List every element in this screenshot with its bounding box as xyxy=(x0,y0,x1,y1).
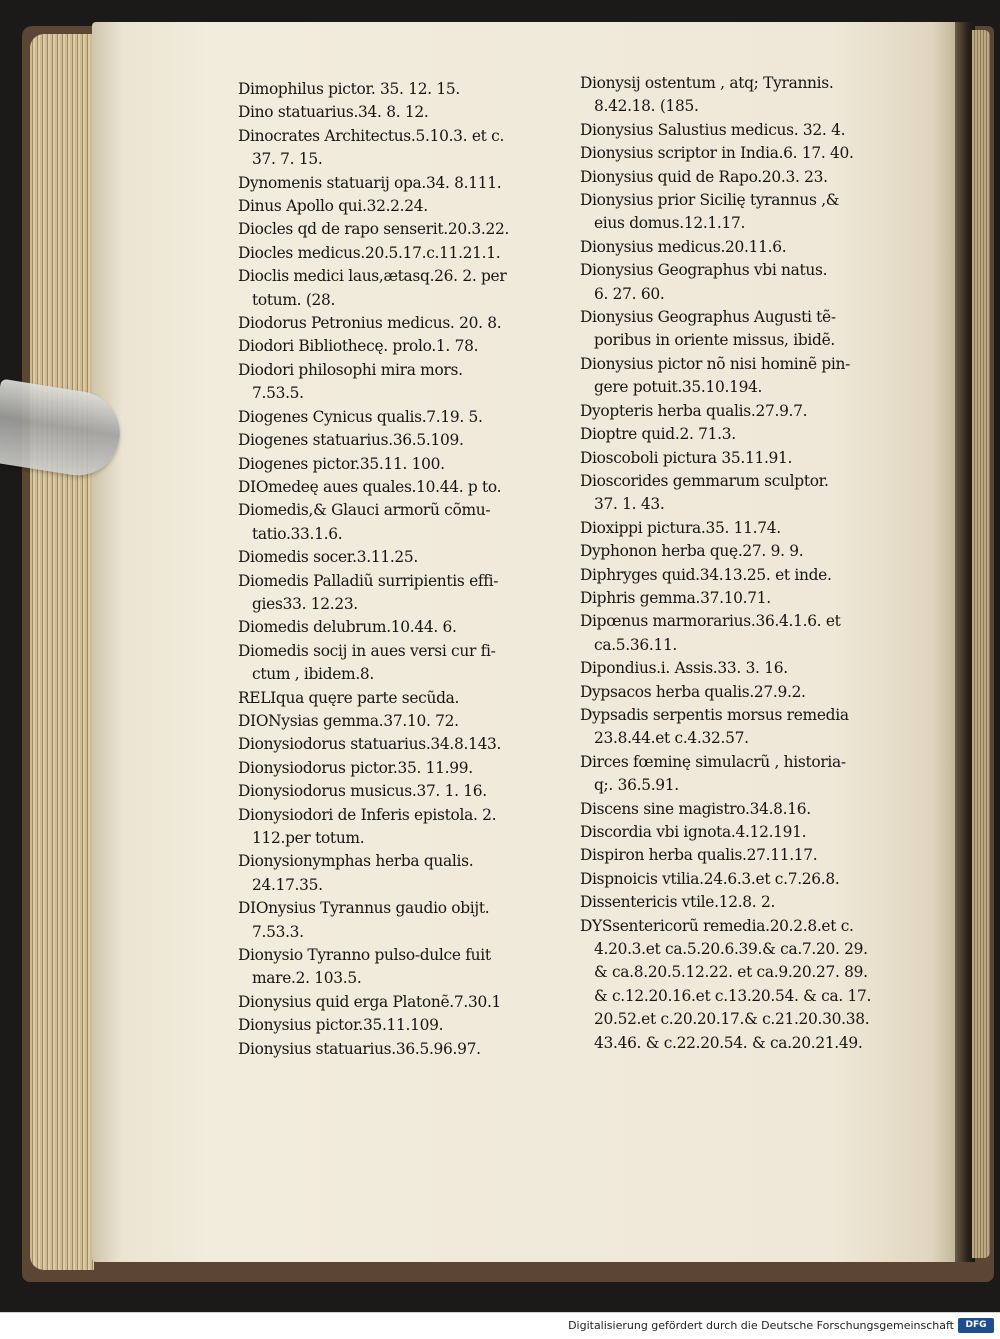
index-entry-line: Dionysius pictor.35.11.109. xyxy=(238,1016,444,1035)
index-entry xyxy=(580,891,910,914)
index-entry-line: Diomedis,& Glauci armorũ cõmu- xyxy=(238,501,491,520)
index-entry xyxy=(238,991,578,1014)
dfg-logo: DFG xyxy=(958,1318,994,1333)
index-entry-line: RELIqua quęre parte secũda. xyxy=(238,688,460,707)
index-entry-line: Dioxippi pictura.35. 11.74. xyxy=(580,518,781,537)
index-entry xyxy=(238,616,578,639)
index-entry-line: Dionysius statuarius.36.5.96.97. xyxy=(238,1039,481,1058)
index-entry xyxy=(580,72,910,119)
index-entry xyxy=(238,265,578,312)
index-entry-line: Diomedis Palladiũ surripientis effi- xyxy=(238,571,499,590)
facing-page-edge xyxy=(972,30,990,1258)
index-entry-line: Dionysiodorus pictor.35. 11.99. xyxy=(238,758,473,777)
index-entry-continuation: & c.12.20.16.et c.13.20.54. & ca. 17. xyxy=(594,986,872,1005)
index-entry xyxy=(580,259,910,306)
index-entry-continuation: 4.20.3.et ca.5.20.6.39.& ca.7.20. 29. xyxy=(594,940,868,959)
index-entry-continuation: 23.8.44.et c.4.32.57. xyxy=(594,729,749,748)
index-entry xyxy=(580,447,910,470)
index-entry xyxy=(580,844,910,867)
index-entry-line: Diphryges quid.34.13.25. et inde. xyxy=(580,565,832,584)
index-entry-continuation: eius domus.12.1.17. xyxy=(594,214,746,233)
index-entry xyxy=(238,780,578,803)
index-entry-line: Dyopteris herba qualis.27.9.7. xyxy=(580,401,808,420)
index-column-right xyxy=(580,72,910,1055)
index-entry xyxy=(580,704,910,751)
index-entry-continuation: ca.5.36.11. xyxy=(594,635,678,654)
index-entry-line: Dypsacos herba qualis.27.9.2. xyxy=(580,682,806,701)
index-entry-continuation: q;. 36.5.91. xyxy=(594,776,679,795)
index-entry xyxy=(238,453,578,476)
index-entry-line: Dionysius Geographus vbi natus. xyxy=(580,261,828,280)
index-entry-line: Dimophilus pictor. 35. 12. 15. xyxy=(238,80,460,98)
index-entry-line: Dionysionymphas herba qualis. xyxy=(238,852,474,871)
index-entry-continuation: 20.52.et c.20.20.17.& c.21.20.30.38. xyxy=(594,1010,870,1029)
index-entry-line: Dionysius scriptor in India.6. 17. 40. xyxy=(580,144,854,163)
index-entry-line: Diogenes Cynicus qualis.7.19. 5. xyxy=(238,407,483,426)
index-entry-line: Diodori philosophi mira mors. xyxy=(238,360,463,379)
index-entry-continuation: 6. 27. 60. xyxy=(594,284,665,303)
index-entry-continuation: tatio.33.1.6. xyxy=(252,524,343,543)
index-entry-line: Diodorus Petronius medicus. 20. 8. xyxy=(238,314,502,333)
index-entry xyxy=(238,335,578,358)
index-entry-line: Dirces fœminę simulacrũ , historia- xyxy=(580,752,846,771)
index-entry xyxy=(580,821,910,844)
index-entry-line: Diocles medicus.20.5.17.c.11.21.1. xyxy=(238,243,501,262)
index-entry xyxy=(238,944,578,991)
index-entry-line: Diodori Bibliothecę. prolo.1. 78. xyxy=(238,337,479,356)
index-entry xyxy=(238,570,578,617)
index-entry-line: Dionysius prior Sicilię tyrannus ,& xyxy=(580,191,840,210)
index-entry xyxy=(238,710,578,733)
index-entry xyxy=(580,306,910,353)
index-entry-line: Dionysius Salustius medicus. 32. 4. xyxy=(580,120,846,139)
index-entry-line: DIOnysius Tyrannus gaudio obijt. xyxy=(238,899,490,918)
index-entry-continuation: totum. (28. xyxy=(252,290,336,309)
index-entry-line: Dinocrates Architectus.5.10.3. et c. xyxy=(238,126,505,145)
index-entry-line: Dionysio Tyranno pulso-dulce fuit xyxy=(238,946,491,965)
index-entry xyxy=(580,119,910,142)
index-entry xyxy=(580,236,910,259)
index-entry-line: Discordia vbi ignota.4.12.191. xyxy=(580,823,807,841)
index-entry xyxy=(238,546,578,569)
index-entry-line: Diomedis delubrum.10.44. 6. xyxy=(238,618,457,637)
footer-credit: Digitalisierung gefördert durch die Deutsche Forschungsgemeinschaft xyxy=(568,1319,954,1332)
index-entry-line: Dionysius quid erga Platonẽ.7.30.1 xyxy=(238,992,502,1011)
index-entry-line: Dypsadis serpentis morsus remedia xyxy=(580,705,849,724)
index-entry-line: Dioscorides gemmarum sculptor. xyxy=(580,471,829,490)
index-entry xyxy=(238,1038,578,1061)
index-entry xyxy=(238,733,578,756)
index-entry xyxy=(238,476,578,499)
index-entry xyxy=(238,195,578,218)
index-entry-line: Dispnoicis vtilia.24.6.3.et c.7.26.8. xyxy=(580,869,840,888)
index-entry xyxy=(580,681,910,704)
index-entry xyxy=(238,897,578,944)
index-entry-line: Dionysiodorus musicus.37. 1. 16. xyxy=(238,782,487,801)
index-entry xyxy=(238,78,578,101)
index-entry-line: Dionysiodorus statuarius.34.8.143. xyxy=(238,735,502,754)
index-entry-continuation: 24.17.35. xyxy=(252,875,323,894)
index-entry xyxy=(238,804,578,851)
index-entry-line: Dionysius quid de Rapo.20.3. 23. xyxy=(580,167,828,186)
index-entry-continuation: ctum , ibidem.8. xyxy=(252,665,375,684)
index-entry-continuation: 37. 1. 43. xyxy=(594,495,665,514)
index-entry xyxy=(580,587,910,610)
index-entry-continuation: mare.2. 103.5. xyxy=(252,969,362,988)
index-entry-line: Dino statuarius.34. 8. 12. xyxy=(238,103,429,122)
index-entry xyxy=(238,429,578,452)
index-entry-continuation: 37. 7. 15. xyxy=(252,150,323,169)
index-entry xyxy=(238,218,578,241)
index-entry xyxy=(580,423,910,446)
index-entry-line: Diomedis socer.3.11.25. xyxy=(238,548,418,567)
index-entry-line: Dissentericis vtile.12.8. 2. xyxy=(580,893,776,912)
index-entry xyxy=(238,499,578,546)
index-entry xyxy=(238,640,578,687)
index-entry xyxy=(580,610,910,657)
index-entry xyxy=(238,242,578,265)
index-entry-line: Dyphonon herba quę.27. 9. 9. xyxy=(580,542,804,561)
index-entry xyxy=(580,400,910,423)
index-entry xyxy=(238,687,578,710)
index-entry xyxy=(580,540,910,563)
index-entry-line: Diocles qd de rapo senserit.20.3.22. xyxy=(238,220,510,239)
index-entry-line: Dionysius Geographus Augusti tẽ- xyxy=(580,308,836,327)
index-entry xyxy=(238,172,578,195)
index-entry xyxy=(580,564,910,587)
index-entry xyxy=(580,751,910,798)
index-entry-line: Dionysij ostentum , atq; Tyrannis. xyxy=(580,74,834,92)
index-entry-continuation: & ca.8.20.5.12.22. et ca.9.20.27. 89. xyxy=(594,963,868,982)
index-entry-continuation: gere potuit.35.10.194. xyxy=(594,378,763,397)
index-entry-line: Diphris gemma.37.10.71. xyxy=(580,588,771,607)
index-entry-continuation: 8.42.18. (185. xyxy=(594,97,699,116)
index-entry xyxy=(238,101,578,124)
index-entry xyxy=(580,868,910,891)
index-entry-line: Dioptre quid.2. 71.3. xyxy=(580,425,736,444)
index-entry-line: DIONysias gemma.37.10. 72. xyxy=(238,711,459,730)
index-entry xyxy=(580,142,910,165)
index-entry-line: Discens sine magistro.34.8.16. xyxy=(580,799,811,818)
digitization-footer xyxy=(0,1312,1000,1339)
index-entry-line: Diogenes statuarius.36.5.109. xyxy=(238,431,464,450)
index-entry-line: Dinus Apollo qui.32.2.24. xyxy=(238,197,428,216)
index-entry-line: Dipondius.i. Assis.33. 3. 16. xyxy=(580,659,788,678)
index-entry-line: Dispiron herba qualis.27.11.17. xyxy=(580,846,818,865)
index-entry-line: Dioscoboli pictura 35.11.91. xyxy=(580,448,793,467)
index-entry xyxy=(238,359,578,406)
index-entry xyxy=(238,125,578,172)
index-entry-continuation: 7.53.3. xyxy=(252,922,304,941)
index-entry xyxy=(580,353,910,400)
index-entry xyxy=(580,470,910,517)
index-entry-continuation: poribus in oriente missus, ibidẽ. xyxy=(594,331,835,350)
index-entry-line: Dioclis medici laus,ætasq.26. 2. per xyxy=(238,267,507,286)
index-entry xyxy=(238,312,578,335)
index-entry xyxy=(238,850,578,897)
index-entry xyxy=(238,757,578,780)
index-entry xyxy=(580,517,910,540)
index-entry-line: DIOmedeę aues quales.10.44. p to. xyxy=(238,477,502,496)
page-edges xyxy=(30,34,94,1270)
index-entry-line: Dionysius medicus.20.11.6. xyxy=(580,237,787,256)
index-entry-line: Dynomenis statuarij opa.34. 8.111. xyxy=(238,173,502,192)
index-entry xyxy=(238,1014,578,1037)
index-entry-line: Diomedis socij in aues versi cur fi- xyxy=(238,641,496,660)
index-entry-continuation: 43.46. & c.22.20.54. & ca.20.21.49. xyxy=(594,1033,863,1052)
index-entry-line: Diogenes pictor.35.11. 100. xyxy=(238,454,445,473)
index-entry xyxy=(580,915,910,1055)
index-entry-continuation: gies33. 12.23. xyxy=(252,594,358,613)
index-entry-line: Dipœnus marmorarius.36.4.1.6. et xyxy=(580,612,841,631)
index-entry xyxy=(238,406,578,429)
index-entry-line: Dionysiodori de Inferis epistola. 2. xyxy=(238,805,497,824)
index-entry xyxy=(580,798,910,821)
index-entry-line: DYSsentericorũ remedia.20.2.8.et c. xyxy=(580,916,854,935)
index-entry xyxy=(580,189,910,236)
index-entry-continuation: 112.per totum. xyxy=(252,829,365,847)
index-entry-line: Dionysius pictor nõ nisi hominẽ pin- xyxy=(580,354,851,373)
index-entry-continuation: 7.53.5. xyxy=(252,384,304,403)
index-entry xyxy=(580,657,910,680)
index-column-left xyxy=(238,78,578,1061)
index-entry xyxy=(580,166,910,189)
